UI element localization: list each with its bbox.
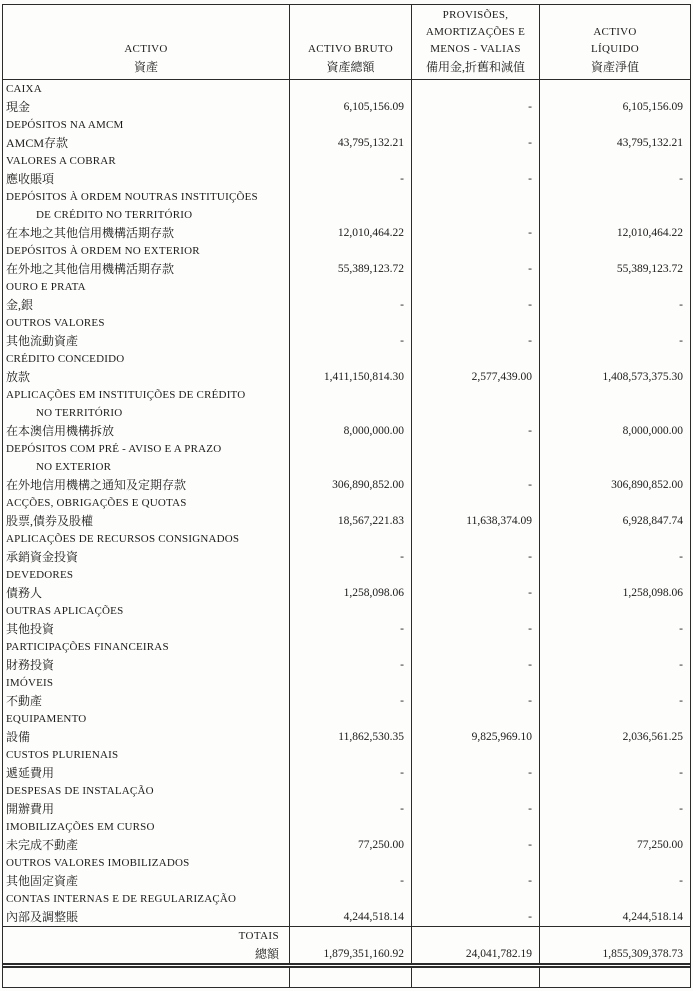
- value-activo-bruto: 4,244,518.14: [290, 890, 412, 926]
- table-row: [3, 566, 690, 602]
- asset-name-zh: 其他固定資產: [6, 874, 79, 888]
- header-liquido-pt-line1: ACTIVO: [593, 26, 637, 38]
- value-activo-bruto: 1,411,150,814.30: [290, 350, 412, 386]
- totals-value-bruto: 1,879,351,160.92: [290, 927, 412, 963]
- value-activo-liquido: -: [679, 551, 683, 563]
- value-provisoes: -: [412, 278, 540, 314]
- asset-name-pt: APLICAÇÕES EM INSTITUIÇÕES DE CRÉDITO: [6, 389, 246, 401]
- value-activo-liquido: -: [679, 767, 683, 779]
- value-activo-bruto: 12,010,464.22: [290, 188, 412, 242]
- balance-sheet-page: [2, 4, 691, 988]
- value-provisoes: -: [412, 314, 540, 350]
- table-row: [3, 674, 690, 710]
- asset-name-pt: NO EXTERIOR: [36, 461, 112, 473]
- table-row: [3, 638, 690, 674]
- asset-name-pt: OURO E PRATA: [6, 281, 86, 293]
- asset-label-cell: [3, 890, 290, 926]
- header-activo-zh: 資產: [133, 60, 158, 74]
- value-provisoes: 9,825,969.10: [412, 710, 540, 746]
- value-activo-bruto: 55,389,123.72: [290, 242, 412, 278]
- asset-label-cell: [3, 80, 290, 116]
- table-row: [3, 278, 690, 314]
- asset-name-zh: 現金: [6, 100, 31, 114]
- table-row: [3, 314, 690, 350]
- asset-name-pt: CRÉDITO CONCEDIDO: [6, 353, 125, 365]
- asset-label-cell: [3, 188, 290, 242]
- value-activo-bruto: -: [290, 278, 412, 314]
- table-row: [3, 746, 690, 782]
- asset-name-zh: 內部及調整賬: [6, 910, 79, 924]
- asset-name-pt: ACÇÕES, OBRIGAÇÕES E QUOTAS: [6, 497, 187, 509]
- asset-label-cell: [3, 152, 290, 188]
- asset-name-pt: DEVEDORES: [6, 569, 74, 581]
- value-activo-bruto: -: [290, 530, 412, 566]
- asset-name-zh: 放款: [6, 370, 31, 384]
- header-liquido-pt-line2: LÍQUIDO: [591, 43, 639, 55]
- asset-name-pt: IMÓVEIS: [6, 677, 54, 689]
- asset-name-pt: NO TERRITÓRIO: [36, 407, 123, 419]
- header-provisoes-pt-line3: MENOS - VALIAS: [430, 43, 521, 55]
- asset-name-pt: OUTRAS APLICAÇÕES: [6, 605, 124, 617]
- asset-name-pt: VALORES A COBRAR: [6, 155, 116, 167]
- asset-name-pt: OUTROS VALORES: [6, 317, 105, 329]
- value-provisoes: -: [412, 638, 540, 674]
- value-activo-liquido: 1,258,098.06: [622, 587, 683, 599]
- value-activo-liquido: -: [679, 623, 683, 635]
- value-provisoes: -: [412, 80, 540, 116]
- value-activo-liquido: 77,250.00: [637, 839, 683, 851]
- value-provisoes: 2,577,439.00: [412, 350, 540, 386]
- value-activo-bruto: -: [290, 674, 412, 710]
- header-bruto-pt: ACTIVO BRUTO: [308, 43, 393, 55]
- value-activo-bruto: -: [290, 746, 412, 782]
- header-activo-pt: ACTIVO: [124, 43, 168, 55]
- value-activo-bruto: 1,258,098.06: [290, 566, 412, 602]
- asset-name-zh: AMCM存款: [6, 136, 69, 150]
- table-row: [3, 530, 690, 566]
- table-row: [3, 854, 690, 890]
- asset-label-cell: [3, 278, 290, 314]
- table-row: [3, 188, 690, 242]
- asset-name-pt: IMOBILIZAÇÕES EM CURSO: [6, 821, 155, 833]
- header-cell-activo-liquido: [540, 5, 690, 79]
- header-provisoes-pt-line2: AMORTIZAÇÕES E: [425, 26, 526, 38]
- asset-name-zh: 金,銀: [6, 298, 34, 312]
- table-row: [3, 890, 690, 926]
- asset-name-pt: DEPÓSITOS NA AMCM: [6, 119, 124, 131]
- table-row: [3, 602, 690, 638]
- value-activo-liquido: 4,244,518.14: [622, 911, 683, 923]
- value-activo-liquido: -: [679, 299, 683, 311]
- value-activo-liquido: 55,389,123.72: [616, 263, 683, 275]
- totals-label-zh: 總額: [254, 947, 279, 961]
- value-activo-liquido: -: [679, 875, 683, 887]
- value-activo-bruto: 77,250.00: [290, 818, 412, 854]
- value-activo-liquido: -: [679, 335, 683, 347]
- value-provisoes: -: [412, 116, 540, 152]
- asset-label-cell: [3, 386, 290, 440]
- value-activo-liquido: -: [679, 659, 683, 671]
- value-provisoes: -: [412, 188, 540, 242]
- value-activo-liquido: 2,036,561.25: [622, 731, 683, 743]
- value-provisoes: -: [412, 782, 540, 818]
- asset-name-zh: 在外地之其他信用機構活期存款: [6, 262, 175, 276]
- value-provisoes: -: [412, 386, 540, 440]
- value-activo-liquido: 43,795,132.21: [616, 137, 683, 149]
- asset-label-cell: [3, 116, 290, 152]
- table-row: [3, 386, 690, 440]
- value-activo-liquido: -: [679, 695, 683, 707]
- table-row: [3, 710, 690, 746]
- asset-name-zh: 股票,債券及股權: [6, 514, 94, 528]
- strip-cell: [290, 968, 412, 987]
- table-row: [3, 350, 690, 386]
- assets-table: [2, 4, 691, 988]
- totals-value-liquido: 1,855,309,378.73: [602, 948, 683, 960]
- asset-name-pt: PARTICIPAÇÕES FINANCEIRAS: [6, 641, 169, 653]
- value-activo-bruto: 8,000,000.00: [290, 386, 412, 440]
- asset-name-zh: 其他流動資產: [6, 334, 79, 348]
- table-row: [3, 152, 690, 188]
- asset-name-zh: 設備: [6, 730, 31, 744]
- strip-cell: [412, 968, 540, 987]
- value-provisoes: -: [412, 566, 540, 602]
- asset-label-cell: [3, 674, 290, 710]
- asset-name-pt: CUSTOS PLURIENAIS: [6, 749, 119, 761]
- table-row: [3, 440, 690, 494]
- asset-label-cell: [3, 854, 290, 890]
- value-activo-bruto: 11,862,530.35: [290, 710, 412, 746]
- value-activo-bruto: -: [290, 638, 412, 674]
- header-provisoes-pt-line1: PROVISÕES,: [442, 9, 509, 21]
- asset-name-zh: 其他投資: [6, 622, 55, 636]
- asset-label-cell: [3, 566, 290, 602]
- value-activo-bruto: 306,890,852.00: [290, 440, 412, 494]
- asset-name-zh: 在本地之其他信用機構活期存款: [6, 226, 175, 240]
- asset-name-zh: 財務投資: [6, 658, 55, 672]
- asset-name-pt: APLICAÇÕES DE RECURSOS CONSIGNADOS: [6, 533, 240, 545]
- totals-value-provisoes: 24,041,782.19: [412, 927, 540, 963]
- strip-cell: [3, 968, 290, 987]
- totals-row: [3, 926, 690, 963]
- asset-name-pt: DEPÓSITOS COM PRÉ - AVISO E A PRAZO: [6, 443, 222, 455]
- totals-label-cell: [3, 927, 290, 963]
- asset-name-zh: 承銷資金投資: [6, 550, 79, 564]
- value-activo-bruto: -: [290, 152, 412, 188]
- value-activo-liquido: 6,928,847.74: [622, 515, 683, 527]
- value-provisoes: -: [412, 530, 540, 566]
- asset-name-zh: 不動產: [6, 694, 43, 708]
- asset-label-cell: [3, 782, 290, 818]
- value-activo-bruto: 18,567,221.83: [290, 494, 412, 530]
- value-provisoes: 11,638,374.09: [412, 494, 540, 530]
- value-provisoes: -: [412, 152, 540, 188]
- value-activo-bruto: -: [290, 602, 412, 638]
- asset-name-pt: OUTROS VALORES IMOBILIZADOS: [6, 857, 190, 869]
- value-activo-liquido: 1,408,573,375.30: [602, 371, 683, 383]
- header-cell-activo-bruto: [290, 5, 412, 79]
- asset-label-cell: [3, 440, 290, 494]
- table-row: [3, 80, 690, 116]
- value-activo-liquido: 6,105,156.09: [622, 101, 683, 113]
- asset-label-cell: [3, 818, 290, 854]
- table-row: [3, 242, 690, 278]
- value-activo-liquido: 12,010,464.22: [616, 227, 683, 239]
- asset-name-zh: 在本澳信用機構拆放: [6, 424, 115, 438]
- value-provisoes: -: [412, 818, 540, 854]
- value-provisoes: -: [412, 602, 540, 638]
- value-activo-bruto: -: [290, 314, 412, 350]
- totals-label-pt: TOTAIS: [238, 930, 279, 942]
- value-provisoes: -: [412, 854, 540, 890]
- value-activo-bruto: -: [290, 782, 412, 818]
- strip-cell: [540, 968, 690, 987]
- value-activo-liquido: -: [679, 173, 683, 185]
- asset-label-cell: [3, 530, 290, 566]
- value-activo-bruto: 6,105,156.09: [290, 80, 412, 116]
- asset-label-cell: [3, 710, 290, 746]
- asset-name-pt: DEPÓSITOS À ORDEM NOUTRAS INSTITUIÇÕES: [6, 191, 258, 203]
- header-bruto-zh: 資產總額: [326, 60, 375, 74]
- value-provisoes: -: [412, 674, 540, 710]
- value-provisoes: -: [412, 440, 540, 494]
- header-cell-provisoes: [412, 5, 540, 79]
- asset-name-zh: 開辦費用: [6, 802, 55, 816]
- table-header: [3, 5, 690, 80]
- value-activo-liquido: 8,000,000.00: [622, 425, 683, 437]
- asset-name-pt: DEPÓSITOS À ORDEM NO EXTERIOR: [6, 245, 200, 257]
- header-liquido-zh: 資產淨值: [590, 60, 639, 74]
- asset-name-zh: 應收賬項: [6, 172, 55, 186]
- asset-label-cell: [3, 746, 290, 782]
- table-body: [3, 80, 690, 926]
- table-row: [3, 494, 690, 530]
- asset-name-pt: CAIXA: [6, 83, 42, 95]
- asset-label-cell: [3, 638, 290, 674]
- table-row: [3, 818, 690, 854]
- table-row: [3, 782, 690, 818]
- value-activo-liquido: -: [679, 803, 683, 815]
- header-cell-activo: [3, 5, 290, 79]
- asset-name-pt: DESPESAS DE INSTALAÇÃO: [6, 785, 154, 797]
- value-provisoes: -: [412, 746, 540, 782]
- asset-name-zh: 在外地信用機構之通知及定期存款: [6, 478, 187, 492]
- asset-name-pt: CONTAS INTERNAS E DE REGULARIZAÇÃO: [6, 893, 237, 905]
- asset-name-pt: DE CRÉDITO NO TERRITÓRIO: [36, 209, 193, 221]
- asset-label-cell: [3, 242, 290, 278]
- table-row: [3, 116, 690, 152]
- asset-label-cell: [3, 314, 290, 350]
- value-activo-liquido: 306,890,852.00: [611, 479, 683, 491]
- asset-name-zh: 遞延費用: [6, 766, 55, 780]
- value-activo-bruto: -: [290, 854, 412, 890]
- asset-label-cell: [3, 494, 290, 530]
- value-provisoes: -: [412, 242, 540, 278]
- asset-name-pt: EQUIPAMENTO: [6, 713, 87, 725]
- header-provisoes-zh: 備用金,折舊和減值: [425, 60, 525, 74]
- asset-name-zh: 未完成不動產: [6, 838, 79, 852]
- asset-label-cell: [3, 350, 290, 386]
- asset-name-zh: 債務人: [6, 586, 43, 600]
- value-activo-bruto: 43,795,132.21: [290, 116, 412, 152]
- bottom-strip: [3, 963, 690, 987]
- asset-label-cell: [3, 602, 290, 638]
- value-provisoes: -: [412, 890, 540, 926]
